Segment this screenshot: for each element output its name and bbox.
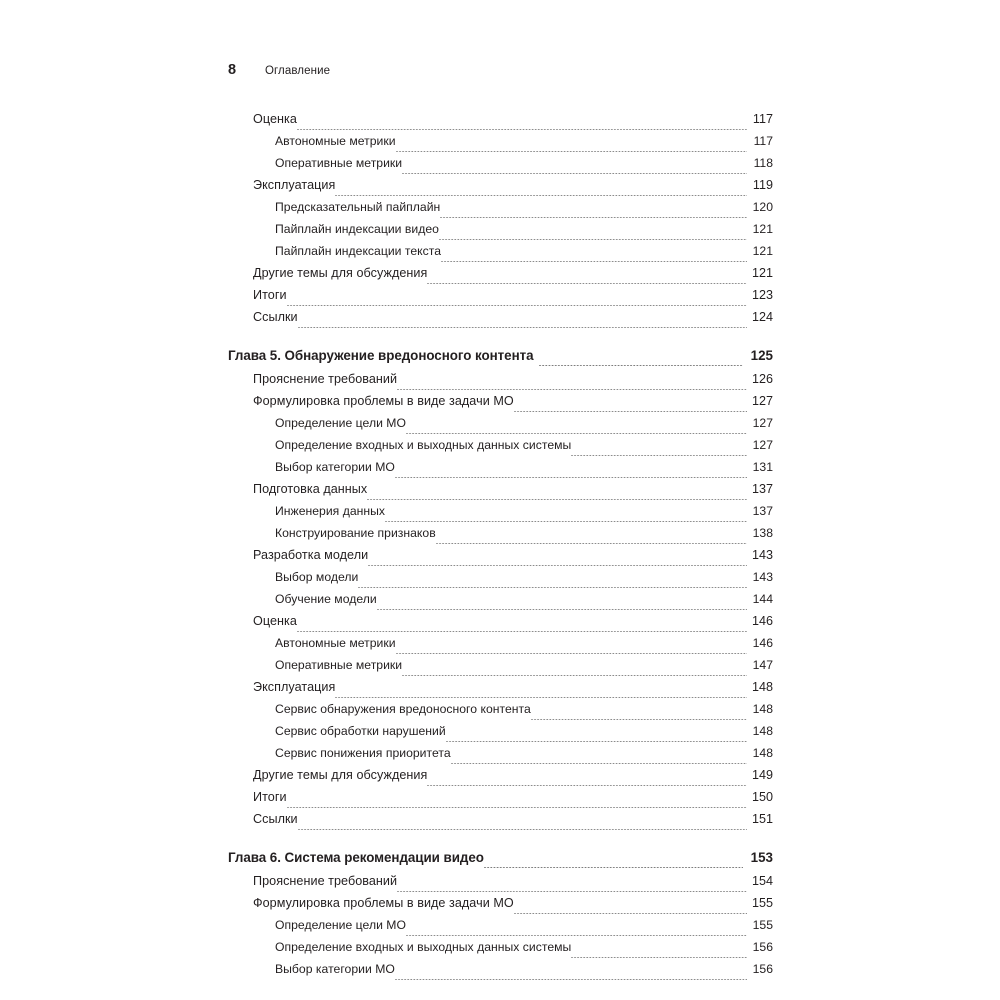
toc-entry-label: Выбор категории МО xyxy=(275,962,395,976)
toc-entry-page-number: 143 xyxy=(752,570,773,584)
toc-entry-label: Оперативные метрики xyxy=(275,658,403,672)
toc-entry-label: Определение входных и выходных данных системы xyxy=(275,940,572,954)
toc-entry-label: Автономные метрики xyxy=(275,134,396,148)
toc-entry-page-number: 146 xyxy=(752,636,773,650)
toc-entry[interactable] xyxy=(275,658,773,680)
toc-entry-label: Ссылки xyxy=(253,310,298,324)
toc-entry-label: Пайплайн индексации текста xyxy=(275,244,442,258)
toc-dot-leader xyxy=(287,807,747,808)
toc-entry-page-number: 143 xyxy=(751,548,773,562)
toc-entry-label: Выбор категории МО xyxy=(275,460,395,474)
toc-entry[interactable] xyxy=(275,962,773,984)
toc-entry[interactable] xyxy=(253,874,773,896)
toc-dot-leader xyxy=(377,609,747,610)
toc-dot-leader xyxy=(484,867,743,868)
toc-entry[interactable] xyxy=(275,570,773,592)
toc-entry-page-number: 123 xyxy=(751,288,773,302)
toc-entry-label: Разработка модели xyxy=(253,548,369,562)
toc-entry[interactable] xyxy=(253,178,773,200)
toc-dot-leader xyxy=(539,365,743,366)
toc-entry[interactable] xyxy=(275,504,773,526)
toc-dot-leader xyxy=(367,499,747,500)
toc-entry[interactable] xyxy=(253,614,773,636)
toc-dot-leader xyxy=(397,891,747,892)
toc-entry-label: Подготовка данных xyxy=(253,482,368,496)
toc-entry-label: Прояснение требований xyxy=(253,874,398,888)
toc-entry[interactable] xyxy=(275,918,773,940)
toc-entry-page-number: 138 xyxy=(752,526,773,540)
toc-dot-leader xyxy=(297,129,747,130)
toc-dot-leader xyxy=(397,389,747,390)
toc-entry-page-number: 155 xyxy=(751,896,773,910)
toc-dot-leader xyxy=(571,957,747,958)
toc-dot-leader xyxy=(439,239,747,240)
toc-entry[interactable] xyxy=(275,592,773,614)
toc-entry[interactable] xyxy=(253,768,773,790)
toc-entry-label: Автономные метрики xyxy=(275,636,396,650)
toc-entry-page-number: 127 xyxy=(751,394,773,408)
toc-entry-page-number: 121 xyxy=(752,222,773,236)
toc-entry-page-number: 121 xyxy=(752,244,773,258)
toc-dot-leader xyxy=(406,433,747,434)
toc-entry[interactable] xyxy=(275,526,773,548)
toc-dot-leader xyxy=(396,653,747,654)
toc-entry-label: Сервис обработки нарушений xyxy=(275,724,446,738)
toc-entry-page-number: 147 xyxy=(752,658,773,672)
toc-dot-leader xyxy=(427,283,747,284)
toc-entry-page-number: 146 xyxy=(751,614,773,628)
toc-entry-label: Формулировка проблемы в виде задачи МО xyxy=(253,394,514,408)
toc-dot-leader xyxy=(451,763,747,764)
toc-entry-page-number: 131 xyxy=(752,460,773,474)
running-head xyxy=(228,62,330,78)
toc-dot-leader xyxy=(514,411,747,412)
chapter-spacer xyxy=(228,834,773,850)
toc-entry-page-number: 150 xyxy=(751,790,773,804)
toc-entry[interactable] xyxy=(253,482,773,504)
toc-dot-leader xyxy=(335,697,747,698)
toc-entry-page-number: 117 xyxy=(753,134,773,148)
toc-entry[interactable] xyxy=(275,636,773,658)
table-of-contents xyxy=(228,112,773,984)
toc-entry[interactable] xyxy=(275,134,773,156)
toc-entry[interactable] xyxy=(253,896,773,918)
toc-entry-label: Определение цели МО xyxy=(275,416,406,430)
toc-entry[interactable] xyxy=(253,812,773,834)
toc-dot-leader xyxy=(406,935,747,936)
toc-entry-page-number: 148 xyxy=(752,724,773,738)
toc-entry-page-number: 153 xyxy=(750,850,773,865)
toc-entry-label: Выбор модели xyxy=(275,570,359,584)
toc-entry[interactable] xyxy=(253,310,773,332)
toc-entry-page-number: 137 xyxy=(752,504,773,518)
toc-entry[interactable] xyxy=(253,266,773,288)
toc-entry-label: Определение входных и выходных данных системы xyxy=(275,438,572,452)
toc-entry-page-number: 120 xyxy=(752,200,773,214)
toc-entry-page-number: 148 xyxy=(752,746,773,760)
toc-entry-label: Прояснение требований xyxy=(253,372,398,386)
toc-dot-leader xyxy=(440,217,747,218)
toc-entry-page-number: 154 xyxy=(751,874,773,888)
toc-dot-leader xyxy=(531,719,747,720)
toc-entry[interactable] xyxy=(275,746,773,768)
toc-entry-label: Эксплуатация xyxy=(253,680,336,694)
toc-entry[interactable] xyxy=(253,790,773,812)
toc-entry-label: Формулировка проблемы в виде задачи МО xyxy=(253,896,514,910)
toc-entry-page-number: 149 xyxy=(751,768,773,782)
toc-dot-leader xyxy=(571,455,747,456)
toc-entry-page-number: 124 xyxy=(751,310,773,324)
toc-dot-leader xyxy=(287,305,747,306)
toc-dot-leader xyxy=(402,173,747,174)
toc-entry[interactable] xyxy=(275,244,773,266)
toc-entry-label: Предсказательный пайплайн xyxy=(275,200,441,214)
toc-dot-leader xyxy=(436,543,747,544)
toc-entry-page-number: 144 xyxy=(752,592,773,606)
toc-entry[interactable] xyxy=(253,548,773,570)
toc-entry[interactable] xyxy=(275,940,773,962)
toc-entry[interactable] xyxy=(275,702,773,724)
toc-entry-page-number: 127 xyxy=(752,438,773,452)
toc-entry-page-number: 148 xyxy=(751,680,773,694)
toc-dot-leader xyxy=(395,477,747,478)
toc-dot-leader xyxy=(298,327,747,328)
toc-entry-page-number: 126 xyxy=(751,372,773,386)
toc-dot-leader xyxy=(514,913,747,914)
chapter-spacer xyxy=(228,332,773,348)
toc-entry-label: Итоги xyxy=(253,288,287,302)
toc-entry-label: Итоги xyxy=(253,790,287,804)
toc-dot-leader xyxy=(358,587,747,588)
toc-entry-label: Глава 5. Обнаружение вредоносного контента xyxy=(228,348,534,363)
toc-entry-page-number: 156 xyxy=(752,940,773,954)
toc-entry[interactable] xyxy=(253,394,773,416)
toc-entry-label: Конструирование признаков xyxy=(275,526,436,540)
toc-entry-label: Оценка xyxy=(253,614,297,628)
toc-entry[interactable] xyxy=(253,680,773,702)
toc-entry-label: Эксплуатация xyxy=(253,178,336,192)
toc-entry-label: Другие темы для обсуждения xyxy=(253,266,428,280)
toc-entry-page-number: 151 xyxy=(751,812,773,826)
toc-entry[interactable] xyxy=(275,156,773,178)
toc-entry-label: Определение цели МО xyxy=(275,918,406,932)
toc-entry-label: Обучение модели xyxy=(275,592,377,606)
toc-entry[interactable] xyxy=(253,372,773,394)
toc-entry-label: Инженерия данных xyxy=(275,504,386,518)
toc-dot-leader xyxy=(385,521,747,522)
toc-entry[interactable] xyxy=(275,724,773,746)
toc-entry-label: Сервис обнаружения вредоносного контента xyxy=(275,702,531,716)
toc-entry-label: Другие темы для обсуждения xyxy=(253,768,428,782)
toc-entry-label: Оперативные метрики xyxy=(275,156,403,170)
toc-dot-leader xyxy=(297,631,747,632)
running-head-title: Оглавление xyxy=(264,65,331,77)
toc-entry-page-number: 118 xyxy=(753,156,773,170)
toc-entry[interactable] xyxy=(275,416,773,438)
toc-entry-page-number: 117 xyxy=(752,112,773,126)
toc-entry-page-number: 156 xyxy=(752,962,773,976)
toc-entry-label: Оценка xyxy=(253,112,297,126)
toc-entry[interactable] xyxy=(275,460,773,482)
toc-entry-label: Глава 6. Система рекомендации видео xyxy=(228,850,484,865)
toc-dot-leader xyxy=(396,151,747,152)
toc-entry-page-number: 119 xyxy=(752,178,773,192)
toc-entry[interactable] xyxy=(275,438,773,460)
toc-dot-leader xyxy=(402,675,747,676)
toc-chapter-entry[interactable] xyxy=(228,850,773,872)
toc-dot-leader xyxy=(427,785,747,786)
toc-entry-page-number: 127 xyxy=(752,416,773,430)
page-folio-number: 8 xyxy=(228,62,236,78)
toc-entry-page-number: 155 xyxy=(752,918,773,932)
toc-entry[interactable] xyxy=(253,112,773,134)
toc-entry-label: Ссылки xyxy=(253,812,298,826)
toc-entry-page-number: 137 xyxy=(751,482,773,496)
toc-dot-leader xyxy=(298,829,747,830)
toc-entry[interactable] xyxy=(253,288,773,310)
toc-entry-label: Пайплайн индексации видео xyxy=(275,222,439,236)
toc-entry-page-number: 125 xyxy=(750,348,773,363)
toc-entry[interactable] xyxy=(275,200,773,222)
toc-dot-leader xyxy=(441,261,747,262)
toc-chapter-entry[interactable] xyxy=(228,348,773,370)
toc-dot-leader xyxy=(335,195,747,196)
toc-entry-page-number: 148 xyxy=(752,702,773,716)
toc-dot-leader xyxy=(368,565,747,566)
toc-entry[interactable] xyxy=(275,222,773,244)
toc-dot-leader xyxy=(395,979,747,980)
toc-entry-label: Сервис понижения приоритета xyxy=(275,746,451,760)
toc-dot-leader xyxy=(446,741,747,742)
toc-entry-page-number: 121 xyxy=(751,266,773,280)
